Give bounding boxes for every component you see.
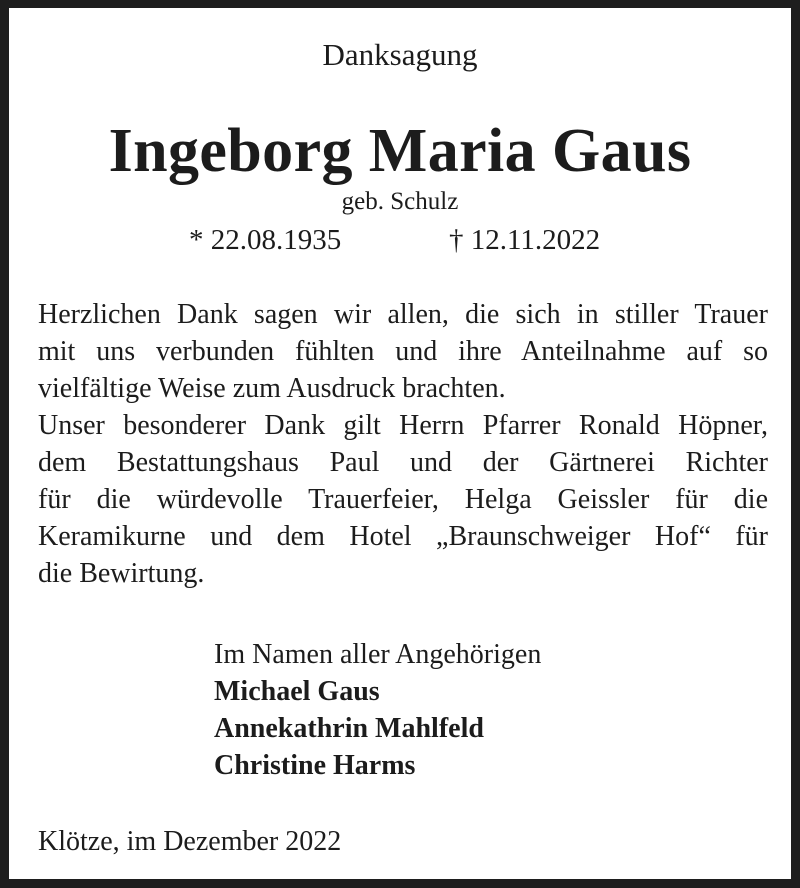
body-line: für die würdevolle Trauerfeier, Helga Geissler für die	[38, 484, 768, 515]
signature-lead: Im Namen aller Angehörigen	[214, 639, 542, 670]
body-line: mit uns verbunden fühlten und ihre Anteilnahme auf so	[38, 336, 768, 367]
notice-heading: Danksagung	[322, 37, 478, 72]
deceased-name: Ingeborg Maria Gaus	[108, 117, 692, 185]
birth-name: geb. Schulz	[341, 188, 459, 215]
signer-name: Christine Harms	[214, 750, 416, 781]
signer-name: Michael Gaus	[214, 676, 380, 707]
body-line: Herzlichen Dank sagen wir allen, die sich in stiller Trauer	[38, 299, 768, 330]
place-date: Klötze, im Dezember 2022	[38, 826, 342, 857]
signature-block	[214, 636, 541, 784]
birth-date: * 22.08.1935	[189, 224, 342, 256]
body-line: vielfältige Weise zum Ausdruck brachten.	[38, 373, 506, 404]
body-line: Unser besonderer Dank gilt Herrn Pfarrer Ronald Höpner,	[38, 410, 768, 441]
thank-you-text	[38, 296, 768, 592]
body-line: die Bewirtung.	[38, 558, 205, 589]
signer-name: Annekathrin Mahlfeld	[214, 713, 484, 744]
body-line: Keramikurne und dem Hotel „Braunschweiger Hof“ für	[38, 521, 768, 552]
body-line: dem Bestattungshaus Paul und der Gärtnerei Richter	[38, 447, 768, 478]
death-date: † 12.11.2022	[449, 224, 601, 256]
